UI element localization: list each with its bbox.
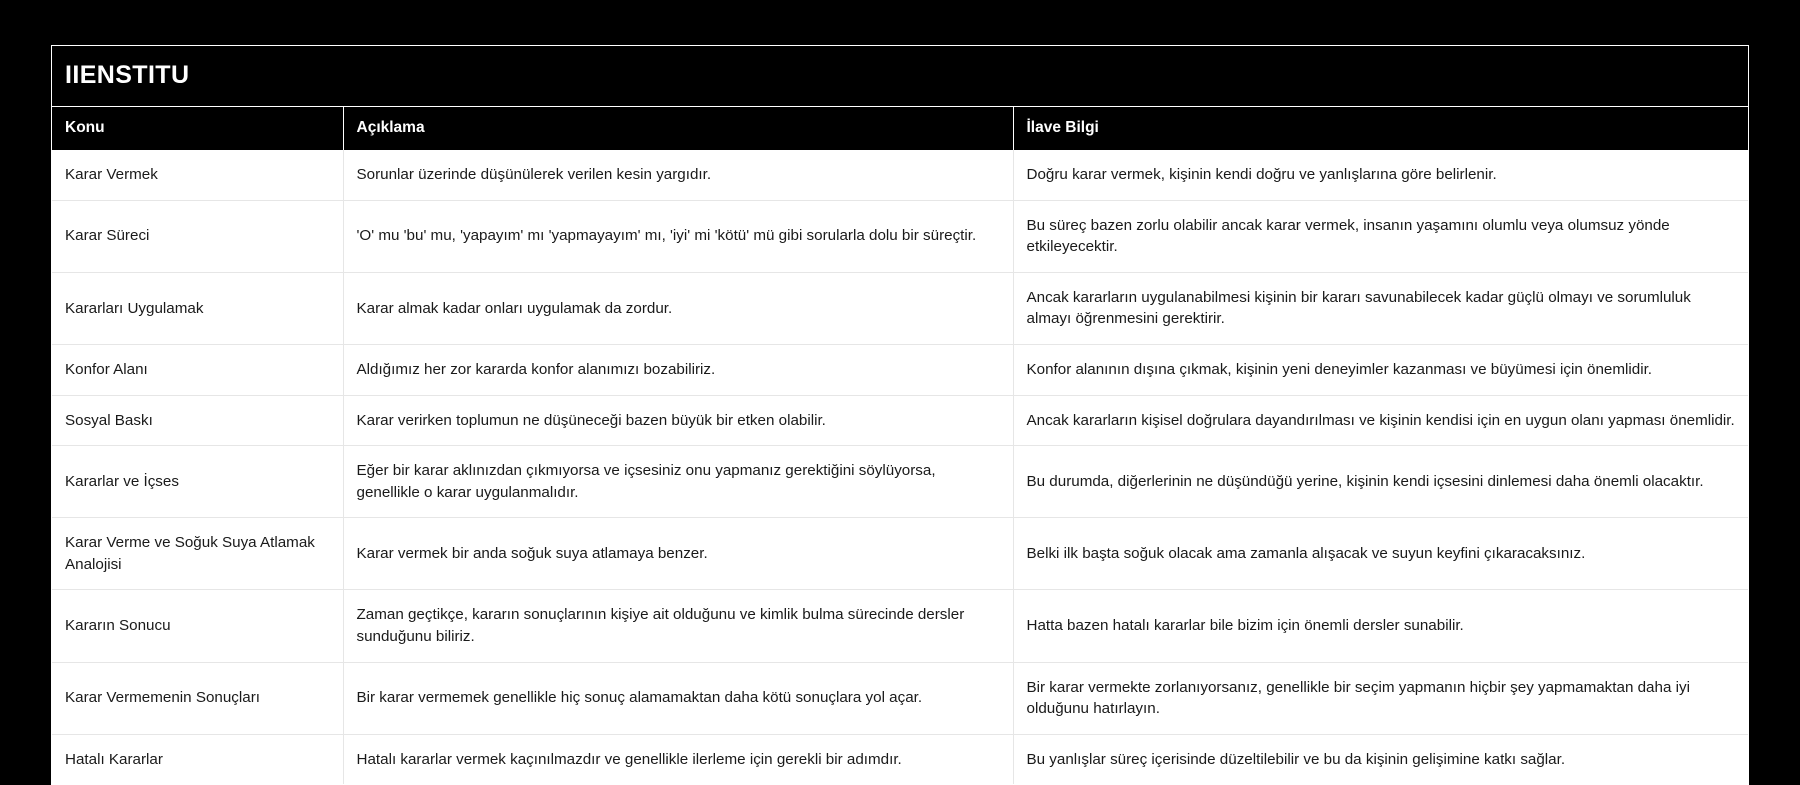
column-header-ilave-bilgi: İlave Bilgi [1013,107,1748,151]
cell-ilave-bilgi: Bir karar vermekte zorlanıyorsanız, genellikle bir seçim yapmanın hiçbir şey yapmamaktan daha iyi olduğunu hatırlayın. [1013,662,1748,734]
cell-aciklama: Aldığımız her zor kararda konfor alanımızı bozabiliriz. [343,344,1013,395]
cell-ilave-bilgi: Doğru karar vermek, kişinin kendi doğru ve yanlışlarına göre belirlenir. [1013,150,1748,200]
cell-ilave-bilgi: Bu durumda, diğerlerinin ne düşündüğü yerine, kişinin kendi içsesini dinlemesi daha önemli olacaktır. [1013,446,1748,518]
cell-aciklama: Karar almak kadar onları uygulamak da zordur. [343,272,1013,344]
cell-aciklama: Hatalı kararlar vermek kaçınılmazdır ve genellikle ilerleme için gerekli bir adımdır. [343,734,1013,784]
table-row [52,734,1748,784]
table-header [52,107,1748,151]
info-table [52,107,1748,785]
table-row [52,395,1748,446]
column-header-konu: Konu [52,107,343,151]
cell-konu: Karar Vermemenin Sonuçları [52,662,343,734]
content-card [51,45,1749,785]
brand-bar [52,46,1748,107]
cell-aciklama: Zaman geçtikçe, kararın sonuçlarının kişiye ait olduğunu ve kimlik bulma sürecinde dersler sunduğunu biliriz. [343,590,1013,662]
cell-konu: Kararları Uygulamak [52,272,343,344]
cell-konu: Sosyal Baskı [52,395,343,446]
table-row [52,200,1748,272]
cell-aciklama: Karar verirken toplumun ne düşüneceği bazen büyük bir etken olabilir. [343,395,1013,446]
cell-ilave-bilgi: Ancak kararların uygulanabilmesi kişinin bir kararı savunabilecek kadar güçlü olmayı ve sorumluluk almayı öğrenmesini gerektirir. [1013,272,1748,344]
table-row [52,518,1748,590]
column-header-aciklama: Açıklama [343,107,1013,151]
cell-aciklama: Sorunlar üzerinde düşünülerek verilen kesin yargıdır. [343,150,1013,200]
table-row [52,272,1748,344]
cell-konu: Kararın Sonucu [52,590,343,662]
brand-title: IIENSTITU [65,61,190,89]
cell-konu: Karar Süreci [52,200,343,272]
cell-aciklama: Bir karar vermemek genellikle hiç sonuç alamamaktan daha kötü sonuçlara yol açar. [343,662,1013,734]
cell-konu: Hatalı Kararlar [52,734,343,784]
cell-ilave-bilgi: Belki ilk başta soğuk olacak ama zamanla alışacak ve suyun keyfini çıkaracaksınız. [1013,518,1748,590]
table-body [52,150,1748,784]
table-row [52,662,1748,734]
table-row [52,446,1748,518]
cell-ilave-bilgi: Bu süreç bazen zorlu olabilir ancak karar vermek, insanın yaşamını olumlu veya olumsuz yönde etkileyecektir. [1013,200,1748,272]
cell-konu: Karar Vermek [52,150,343,200]
cell-ilave-bilgi: Ancak kararların kişisel doğrulara dayandırılması ve kişinin kendisi için en uygun olanı yapması önemlidir. [1013,395,1748,446]
table-row [52,344,1748,395]
cell-ilave-bilgi: Hatta bazen hatalı kararlar bile bizim için önemli dersler sunabilir. [1013,590,1748,662]
cell-ilave-bilgi: Bu yanlışlar süreç içerisinde düzeltilebilir ve bu da kişinin gelişimine katkı sağlar. [1013,734,1748,784]
table-row [52,590,1748,662]
cell-konu: Karar Verme ve Soğuk Suya Atlamak Analojisi [52,518,343,590]
table-row [52,150,1748,200]
cell-konu: Konfor Alanı [52,344,343,395]
cell-aciklama: Karar vermek bir anda soğuk suya atlamaya benzer. [343,518,1013,590]
cell-konu: Kararlar ve İçses [52,446,343,518]
cell-ilave-bilgi: Konfor alanının dışına çıkmak, kişinin yeni deneyimler kazanması ve büyümesi için önemlidir. [1013,344,1748,395]
cell-aciklama: 'O' mu 'bu' mu, 'yapayım' mı 'yapmayayım' mı, 'iyi' mi 'kötü' mü gibi sorularla dolu bir süreçtir. [343,200,1013,272]
table-header-row [52,107,1748,151]
cell-aciklama: Eğer bir karar aklınızdan çıkmıyorsa ve içsesiniz onu yapmanız gerektiğini söylüyorsa, genellikle o karar uygulanmalıdır. [343,446,1013,518]
